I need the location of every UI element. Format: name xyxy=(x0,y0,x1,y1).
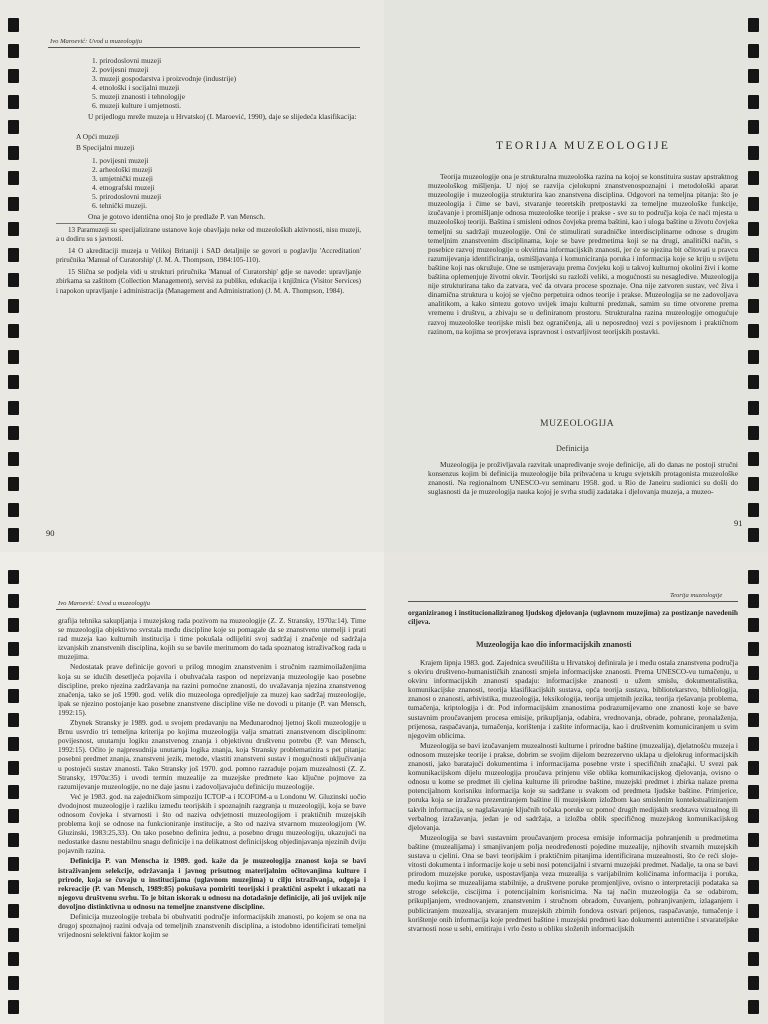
spiral-binding xyxy=(8,18,22,542)
chapter-title: TEORIJA MUZEOLOGIJE xyxy=(496,140,671,152)
list-item: 5. muzeji znanosti i tehnologije xyxy=(92,92,185,102)
footnote-13: 13 Paramuzeji su specijalizirane ustanove koje obavljaju neke od muzeoloških aktivnosti, nisu muzeji, a u dodiru su s javnosti. xyxy=(56,226,361,244)
page-body: grafija tehnika sakupljanja i muzejskog rada pozivom na muzeologije (Z. Z. Stransky, 1970a:14). Time se muzeologija objektivno svrstala među discipline koje su pomagale da se znanstveno utemelji i prati rad muzeja kao kulturnih institucija i time pokušala odlijeliti svoj sadržaj i značenje od sadržaja izvanjskih znanstvenih disciplina, kojih su se bavile meritumom do tada spoznatog istraživačkog rada u muzejima. Nedostatak prave definicije govori u prilog mnogim znanstvenim i stručnim razmimoilaženjima koja su se idućih desetljeća pojavila i obuhvaćala raspon od neprizvanja muzeologije kao posebne discipline, preko njezina zadržavanja na razini pomoćne znanosti, do uvažavanja njezina znanstvenog značenja, tako se još 1990. god. velik dio muzeologa opredjeljuje za muzej kao sadržaj muzeologije, ipak se njezino postojanje kao posebne znanstvene discipline više ne dovodi u pitanje (P. van Mensch, 1992:15). Zbynek Stransky je 1989. god. u svojem predavanju na Međunarodnoj ljetnoj školi muzeologije u Brnu usvrdio tri temeljna kriterija po kojima muzeologija valja smatrati znanstvenom disciplinom: povijesnost, unutarnju logiku znanstvenog znanja i objektivnu društvenu potrebu (P. van Mensch, 1992:15). Očito je najpresudnija unutarnja logika znanja, koja Stransky problematizira s pet pitanja: posebni predmet znanja, znanstveni jezik, metode, vlastiti znanstveni sustav i mogućnosti uključivanja u postojeći sustav znanosti. Tako Stransky još 1970. god. pomno razrađuje pojam muzealnosti (Z. Z. Stransky, 1970a:35) i uvodi termin muzealije za muzejske predmete kao ključne pojmove za razumijevanje muzeologije, no ne daje jasnu i zadovoljavajuću definiciju muzeologije. Već je 1983. god. na zajedničkom simpoziju ICTOP-a i ICOFOM-a u Londonu W. Gluzinski uočio dvodojnost muzeologije i razliku između teorijskih i spoznajnih razgranja u muzeologiji, koja se bave odnosom čovjeka i stvarnosti i što od naziva odvjetnosti muzeologijom i praktičnih muzejskih problema koji se odnose na funkcioniranje institucije, a što od naziva stvarnom muzeologijom (W. Gluzinski, 1983:25,33). On tako posebno definira jednu, a posebno drugu muzeologiju, ukazujući na nedostatke dasnu nestabilnu snagu definicije i na delikatnost definicijskog objedinjavanja njezinih dviju pojavnih razina. Definicija P. van Menscha iz 1989. god. kaže da je muzeologija znanost koja se bavi istraživanjem selekcije, održavanja i javnog prisutnog materijalnim očitovanjima kulture i prirode, koja se čuvaju u institucijama (uglavnom muzejima) u cilju istraživanja, odgoja i rekreacije (P. van Mensch, 1989:85) pokušava pomiriti teorijski i praktični aspekt i ukazati na njegovu društvenu svrhu. To je bitan iskorak u odnosu na dotadašnje definicije, ali još uvijek nije dovoljno distinktivna u odnosu na temeljne znanstvene discipline. Definicija muzeologije trebala bi obuhvatiti područje informacijskih znanosti, po kojem se ona na drugoj spoznajnoj razini odvaja od temeljnih znanstvenih disciplina, a istodobno identificirati temeljni vrijednosni selektivni faktor kojim se xyxy=(58,616,366,940)
running-header: Ivo Maroević: Uvod u muzeologiju xyxy=(50,38,143,45)
list-item: 1. povijesni muzeji xyxy=(92,156,149,165)
list-item: 3. umjetnički muzeji xyxy=(92,174,153,184)
list-item: 2. povijesni muzeji xyxy=(92,65,149,75)
list-item: 4. etnološki i socijalni muzeji xyxy=(92,83,180,93)
museum-types-list xyxy=(92,56,236,111)
footnote-rule xyxy=(56,223,116,224)
list-item: 1. prirodoslovni muzeji xyxy=(92,56,162,65)
page-number: 91 xyxy=(734,518,743,528)
running-header: Teorija muzeologije xyxy=(670,592,723,599)
header-rule xyxy=(48,47,360,48)
list-item: 4. etnografski muzeji xyxy=(92,183,155,193)
list-item: 3. muzeji gospodarstva i proizvodnje (industrije) xyxy=(92,74,237,84)
book-page-lower-left xyxy=(0,552,384,1024)
book-page-91 xyxy=(384,0,768,552)
section-body: Krajem lipnja 1983. god. Zajednica sveučilišta u Hrvatskoj definirala je i među ostala znanstvena područja s okviru društveno-humanističkih znanosti smjela informacijske znanosti. Prema UNESCO-vu tumačenju, u okviru informacijskih znanosti spadaju: informacijske znanosti u užem smislu, dokumentalistika, komunikacijske znanosti, teorija klasifikacijskih sustava, opća teorija sustava, bibliotekarstvo, bibliologija, znanost o znanosti, arhivistika, muzeologija, leksikologija, teorija umjetnih jezika, teorija rješavanja problema, tumačenja, kriptologija i dr. Pod informacijskim znanostima podrazumijevamo one znanosti koje se bave sustavnim proučavanjem procesa emisije, prikupljanja, odabira, vrednovanja, obrade, pohrane, pronalaženja, prijenosa, raspačavanja, tumačenja, korištenja i zaštite informacija, kao i društvenim komuniciranjem u svim njegovim oblicima. Muzeologija se bavi izučavanjem muzealnosti kulturne i prirodne baštine (muzealija), djelatnošću muzeja i odnosom muzejske teorije i prakse, dobrim se svojim dijelom bezrezervno uklapa u djelokrug informacijskih znanosti, jako baratajući dokumentima i informacijama posebne vrste i specifičnih značajki. U svezi pak komunikacijskom dijelu muzeologija proučava prinjenu više oblika komunikacijskog djelovanja, ovisno o odnosu u kome se predmet ili cjelina kulturne ili prirodne baštine, muzejski predmet i zbirka nalaze prema potencijalnom korisniku informacija koje su sadržane u svakom od predmeta ljudske baštine. Primjerice, poruka koja se izražava prezentiranjem baštine ili muzejskom izložbom kao smislenim kontekstualiziranjem takvih informacija, se naglašavanje ključnih točaka poruke uz pomoć drugih medijskih sredstava vizualnog ili verbalnog izražavanja, jedan je od sadržaja, a izložba oblik specifičnog muzejskog komunikacijskog djelovanja. Muzeologija se bavi sustavnim proučavanjem procesa emisije informacija pohranjenih u predmetima baštine (muzealijama) i smanjivanjem polja neodređenosti pojedine muzealije, njihovih stvarnih muzejskih sustava u cjelini. Ona se bavi teorijskim i praktičnim pitanjima identificirana muzealnosti, što će reći slojevitosti dokumenta i informacije koje u sebi nosi potencijalni i stvarni muzejski predmet. Nadalje, ta ona se bavi prirodom muzejske poruke, uspostavljanja veza muzealija s varijabilnim kolićinama informacija i poruka, među kojima se muzealijama stabilnije, a društvene poruke promjenljive, ovisno o interpretaciji podataka sa stroge selekcije, ciscijima i potencijalnim korisnicima. Na taj način muzeologija ča se odabirom, prikupljanjem, vrednovanjem, znanstvenim i stručnom obradom, čuvanjem, pohranjivanjem, izlaganjem i publiciranjem muzealija, stvaranjem muzejskih zbirnih fondova ostvari prijenos, raspačavanje, tumačenje i korištenje onih informacija koje predmeti baštine i muzejski predmeti kao dokumenti autentične i stvarateljske stvarnosti nose u sebi, emitiraju i vrlo često u obliku složenih informacijskih xyxy=(408,658,738,933)
intro-paragraph: U prijedlogu mreže muzeja u Hrvatskoj (I. Maroević, 1990), daje se slijedeća klasifikacija: xyxy=(88,112,357,121)
book-page-lower-right xyxy=(384,552,768,1024)
running-header: Ivo Maroević: Uvod u muzeologiju xyxy=(58,600,151,607)
list-item: 2. arheološki muzeji xyxy=(92,165,153,175)
class-b-label: B Specijalni muzeji xyxy=(76,143,135,152)
footnote-14: 14 O akreditaciji muzeja u Velikoj Britaniji i SAD detaljnije se govori u poglavlju 'Accreditation' priručnika 'Manual of Curatorship' (J. M. A. Thompson, 1984:105-110). xyxy=(56,247,361,265)
book-page-90 xyxy=(0,0,384,552)
class-a-label: A Opći muzeji xyxy=(76,132,120,141)
list-item: 6. muzeji kulture i umjetnosti. xyxy=(92,101,182,111)
footnotes xyxy=(56,226,361,297)
header-rule xyxy=(56,609,366,610)
footnote-15: 15 Slična se podjela vidi u strukturi priručnika 'Manual of Curatorship' gdje se navode: upravljanje zbirkama sa zaštitom (Collection Management), servisi za publiku, edukacija i knjižnica (Visitor Services) i napokon upravljanje i administracija (Management and Administration) (J. M. A. Thompson, 1984). xyxy=(56,268,361,295)
section-heading: Muzeologija kao dio informacijskih znanosti xyxy=(476,640,632,649)
list-item: 5. prirodoslovni muzeji xyxy=(92,192,162,202)
intro-paragraph: organiziranog i institucionaliziranog ljudskog djelovanja (uglavnom muzejima) za postizanje navedenih ciljeva. xyxy=(408,608,738,627)
chapter-body: Teorija muzeologije ona je strukturalna muzeološka razina na kojoj se konstituira sustav apstraktnog muzeološkog mišljenja. U njoj se razvija cjelokupni znanstvenospoznajni i metodološki aparat muzeologije i muzeologija strukturira kao znanstvena disciplina. Odgovori na temeljna pitanja: što je muzeologija i čime se bavi, stvaranje teoretskih pretpostavki za temeljne muzeološke funkcije, izučavanje i promišljanje odnosa muzeološke teorije i prakse - sve su to područja koja će naći mjesta u muzeološkoj teoriji. Baština i smisleni odnos čovjeka prema baštini, kao i uloga baštine u životu čovjeka temeljni su sadržaji muzeologije. Oni će stimulirati suradničke interdisciplinarne odnose s drugim temeljnim znanstvenim disciplinama, koje se bave predmetima koji se na drugi, analitički način, s posebice razvoj muzeologije u okvirima informacijskih znanosti, jer će se njezina bit očitovati u pravcu razumijevanja identificiranja, osmišljavanja i komuniciranja poruka i informacija koje se kriju u svijetu baštine koji nas okružuje. One se usmjeravaju prema čovjeku koji u takvoj kulturnoj okolini živi i kome baština oplemenjuje životni okvir. Teorijski su razloži veliki, a mogućnosti su nesagledive. Muzeologija nije strukturirana tako da zatvara, već da otvara procese spoznaje. Ona nije zatvoren sustav, već živa i dinamična struktura u kojoj se vječno perpetuira odnos teorije i prakse. Muzeologija se ne zadovoljava analitikom, a kako sintezu gotovo uvijek imaju kulturni predznak, samim su time otvorene prema vremenu i društvu, a zbivaju se u definiranom prostoru. Strukturalna razina muzeologije omogućuje razvoj muzeološke teorijske misli bez ograničenja, ali u neposrednoj vezi s povijesnom i praktičnom razinom, na kojima se provjerava ispravnost i ostvarljivost teorijskih postavki. xyxy=(428,172,738,336)
special-museums-list xyxy=(92,156,161,211)
section-heading: MUZEOLOGIJA xyxy=(540,418,615,429)
spiral-binding xyxy=(748,570,762,1014)
page-number: 90 xyxy=(46,528,55,538)
header-rule xyxy=(408,601,738,602)
list-item: 6. tehnički muzeji. xyxy=(92,201,148,211)
spiral-binding xyxy=(8,570,22,1014)
subsection-heading: Definicija xyxy=(556,444,589,453)
closing-paragraph: Ona je gotovo identična onoj što je predlaže P. van Mensch. xyxy=(88,212,265,221)
definition-body: Muzeologija je proživljavala razvitak unapređivanje svoje definicije, ali do danas ne postoji stručni konsenzus kojim bi definicija muzeologije bila prihvaćena u krugu svjetskih protagonista muzeološke znanosti. Na regionalnom UNESCO-vu seminaru 1958. god. u Rio de Janeiru sudionici su došli do suglasnosti da je muzeologija nauka kojoj je svrha studij zadataka i djelovanja muzeja, a muzeo- xyxy=(428,460,738,497)
spiral-binding xyxy=(748,18,762,542)
